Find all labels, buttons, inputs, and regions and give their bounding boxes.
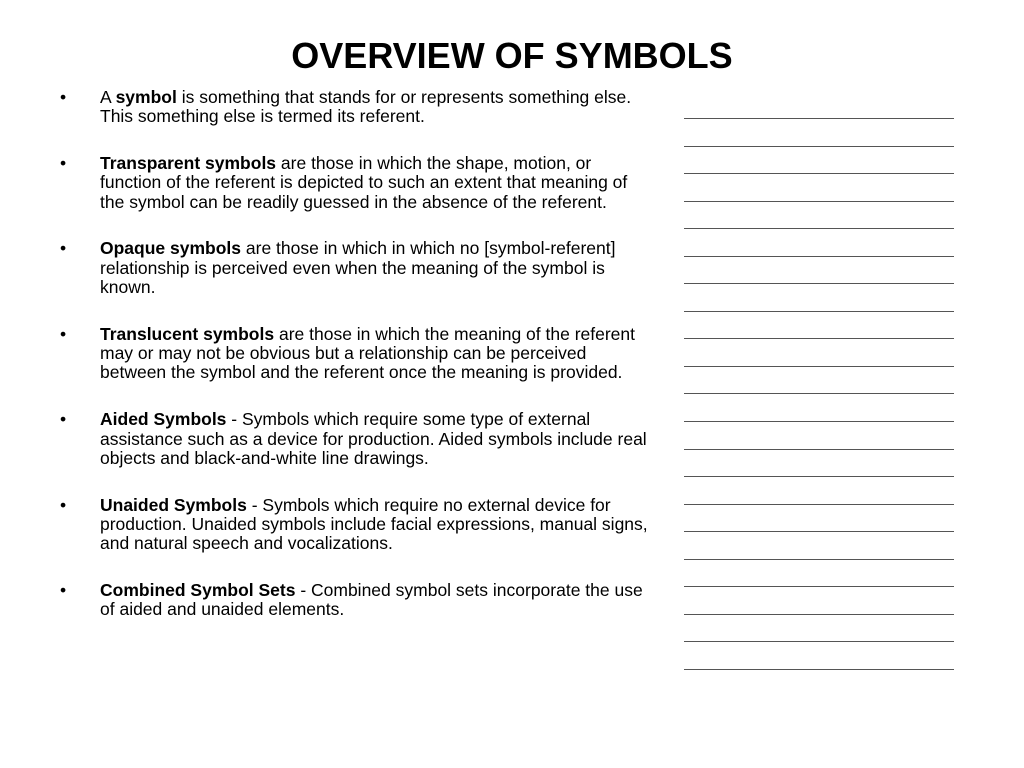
note-line — [684, 669, 954, 670]
bullet-text: - Symbols which require some type of external assistance such as a device for production. Aided symbols include real objects and black-and-white line drawings. — [100, 409, 647, 468]
bullet-item-aided-symbols — [60, 410, 650, 468]
bullet-list — [60, 88, 650, 647]
note-line — [684, 421, 954, 422]
bullet-term: Unaided Symbols — [100, 494, 247, 515]
bullet-text: - Combined symbol sets incorporate the use of aided and unaided elements. — [100, 580, 643, 620]
note-lines — [684, 118, 954, 696]
bullet-item-opaque-symbols — [60, 239, 650, 297]
note-line — [684, 531, 954, 532]
bullet-term: Opaque symbols — [100, 238, 242, 259]
note-line — [684, 641, 954, 642]
bullet-glyph: • — [60, 153, 67, 174]
bullet-glyph: • — [60, 494, 67, 515]
bullet-glyph: • — [60, 87, 67, 107]
bullet-text: are those in which the meaning of the referent may or may not be obvious but a relationship can be perceived between the symbol and the referent once the meaning is provided. — [100, 323, 636, 383]
bullet-item-unaided-symbols — [60, 496, 650, 554]
note-line — [684, 146, 954, 147]
bullet-term: Translucent symbols — [100, 323, 275, 344]
bullet-item-symbol — [60, 88, 650, 127]
note-line — [684, 586, 954, 587]
note-line — [684, 201, 954, 202]
note-line — [684, 614, 954, 615]
note-line — [684, 366, 954, 367]
bullet-term: Transparent symbols — [100, 153, 277, 174]
note-line — [684, 559, 954, 560]
bullet-item-transparent-symbols — [60, 154, 650, 212]
bullet-term: Aided Symbols — [100, 409, 227, 430]
bullet-text: are those in which the shape, motion, or function of the referent is depicted to such an extent that meaning of the symbol can be readily guessed in the absence of the referent. — [100, 153, 628, 212]
bullet-text: - Symbols which require no external device for production. Unaided symbols include facial expressions, manual signs, and natural speech and vocalizations. — [100, 494, 648, 554]
bullet-item-translucent-symbols — [60, 325, 650, 383]
bullet-glyph: • — [60, 409, 67, 430]
note-line — [684, 311, 954, 312]
note-line — [684, 228, 954, 229]
bullet-glyph: • — [60, 580, 67, 601]
note-line — [684, 283, 954, 284]
note-line — [684, 118, 954, 119]
note-line — [684, 476, 954, 477]
bullet-glyph: • — [60, 238, 67, 259]
bullet-item-combined-symbol-sets — [60, 581, 650, 620]
note-line — [684, 449, 954, 450]
note-line — [684, 393, 954, 394]
bullet-glyph: • — [60, 323, 67, 344]
note-line — [684, 256, 954, 257]
bullet-term: Combined Symbol Sets — [100, 580, 296, 601]
note-line — [684, 338, 954, 339]
bullet-text: is something that stands for or represents something else. This something else is termed its referent. — [100, 87, 632, 127]
bullet-text: are those in which in which no [symbol-referent] relationship is perceived even when the meaning of the symbol is known. — [100, 238, 616, 298]
bullet-term: symbol — [115, 87, 177, 107]
note-line — [684, 504, 954, 505]
slide-title: OVERVIEW OF SYMBOLS — [291, 35, 733, 76]
note-line — [684, 173, 954, 174]
bullet-prefix: A — [100, 87, 116, 107]
